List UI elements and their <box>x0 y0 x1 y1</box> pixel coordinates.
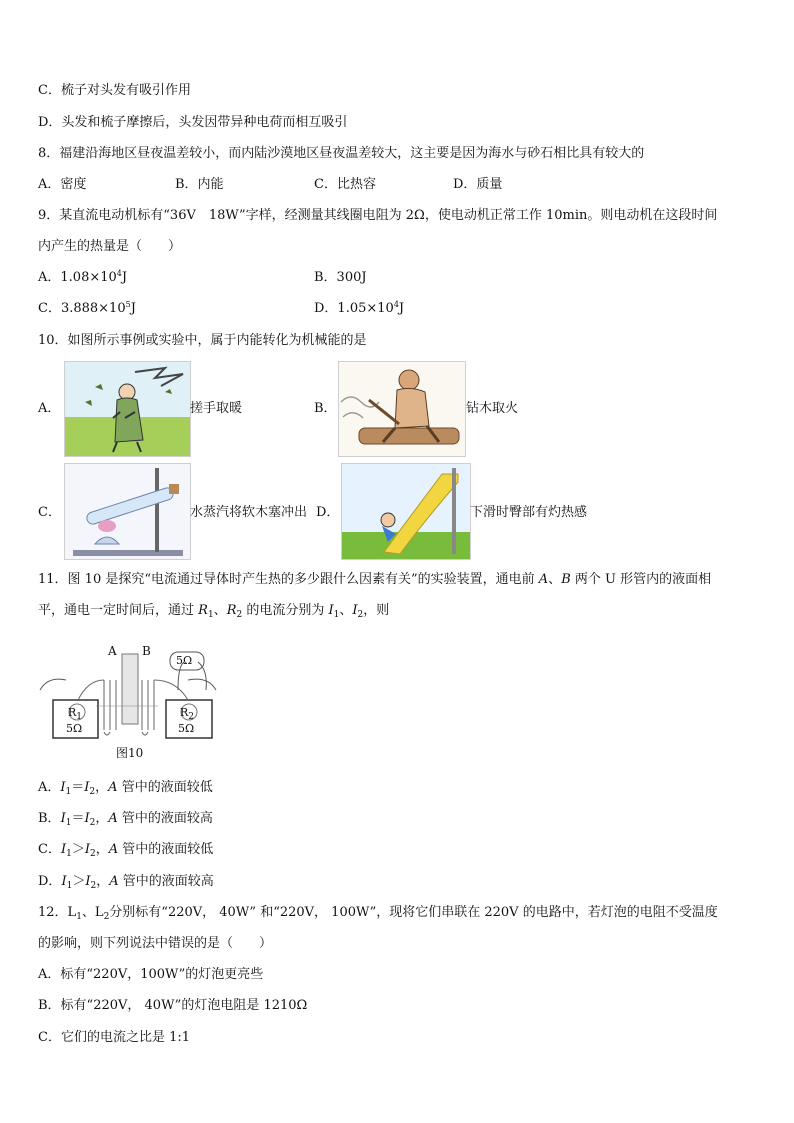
q10-option-b-text: 钻木取火 <box>466 401 519 416</box>
q10-option-a-letter: A． <box>38 401 61 416</box>
q12-option-c: C．它们的电流之比是 1:1 <box>38 1030 191 1045</box>
q11-option-d: D．$I_1>I_2$，A 管中的液面较高 <box>38 874 214 891</box>
q11-option-a: A．$I_1=I_2$，A 管中的液面较低 <box>38 780 213 797</box>
q9-stem-line2: 内产生的热量是（ ） <box>38 239 182 254</box>
slide-image <box>341 463 471 560</box>
q10-option-c-letter: C． <box>38 505 61 520</box>
fig-label-b: B <box>142 644 151 658</box>
q10-option-d-text: 下滑时臀部有灼热感 <box>470 505 588 520</box>
q10-option-b-letter: B． <box>314 401 337 416</box>
fig-r1-label: $R_1$ <box>68 706 83 722</box>
q11-option-b: B．$I_1=I_2$，A 管中的液面较高 <box>38 811 213 828</box>
q11-stem-line2: 平，通电一定时间后，通过 $R_1$、$R_2$ 的电流分别为 $I_1$、$I_2$，则 <box>38 603 390 620</box>
drilling-wood-fire-image <box>338 361 466 457</box>
q8-option-c: C．比热容 <box>314 177 376 192</box>
fig-label-a: A <box>108 644 117 658</box>
q12-stem-line1: 12．$L_1$、$L_2$分别标有“220V， 40W” 和“220V， 100W”，现将它们串联在 220V 的电路中，若灯泡的电阻不受温度 <box>38 905 718 922</box>
q11-option-c: C．$I_1>I_2$，A 管中的液面较低 <box>38 842 214 859</box>
q7-option-d: D．头发和梳子摩擦后，头发因带异种电荷而相互吸引 <box>38 115 348 130</box>
fig-r1-value: 5Ω <box>66 722 83 735</box>
fig-resistor-top: 5Ω <box>176 654 193 667</box>
q8-option-b: B．内能 <box>175 177 224 192</box>
fig-r2-value: 5Ω <box>178 722 195 735</box>
q10-option-d-letter: D． <box>316 505 340 520</box>
q12-stem-line2: 的影响，则下列说法中错误的是（ ） <box>38 936 273 951</box>
q10-option-c-text: 水蒸汽将软木塞冲出 <box>190 505 308 520</box>
q7-option-c: C．梳子对头发有吸引作用 <box>38 83 191 98</box>
q8-option-a: A．密度 <box>38 177 87 192</box>
fig-caption: 图10 <box>116 746 144 760</box>
q9-option-d: D．$1.05\times 10^4J$ <box>314 300 405 316</box>
q9-option-b: B．300J <box>314 270 367 285</box>
q9-stem-line1: 9．某直流电动机标有“36V 18W”字样，经测量其线圈电阻为 2Ω，使电动机正常工作 10min。则电动机在这段时间 <box>38 208 718 223</box>
figure-10-apparatus <box>38 640 218 764</box>
q10-option-a-text: 搓手取暖 <box>190 401 243 416</box>
q11-stem-line1: 11．图 10 是探究“电流通过导体时产生热的多少跟什么因素有关”的实验装置，通电前 A、B 两个 U 形管内的液面相 <box>38 572 712 587</box>
q12-option-b: B．标有“220V， 40W”的灯泡电阻是 1210Ω <box>38 998 308 1013</box>
q10-stem: 10．如图所示事例或实验中，属于内能转化为机械能的是 <box>38 333 367 348</box>
q9-option-c: C．$3.888\times 10^5J$ <box>38 300 136 316</box>
q9-option-a: A．$1.08\times 10^4J$ <box>38 269 128 285</box>
q8-stem: 8．福建沿海地区昼夜温差较小，而内陆沙漠地区昼夜温差较大，这主要是因为海水与砂石相比具有较大的 <box>38 146 645 161</box>
steam-cork-test-tube-image <box>64 463 191 560</box>
fig-r2-label: $R_2$ <box>180 706 195 722</box>
q12-option-a: A．标有“220V，100W”的灯泡更亮些 <box>38 967 264 982</box>
q8-option-d: D．质量 <box>453 177 503 192</box>
rubbing-hands-image <box>64 361 191 457</box>
